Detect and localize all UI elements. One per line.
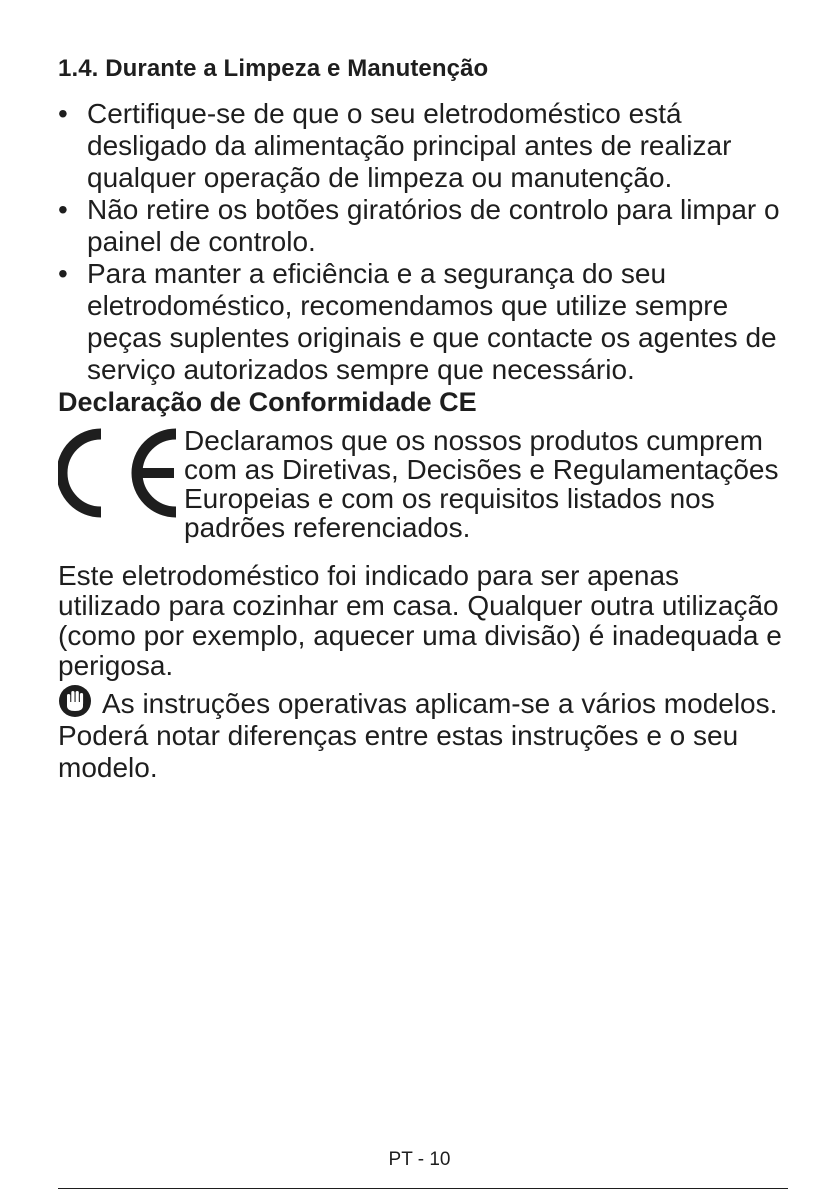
- page-number: PT - 10: [388, 1149, 451, 1170]
- hand-stop-icon: [58, 684, 92, 718]
- bullet-text: Não retire os botões giratórios de controlo para limpar o painel de controlo.: [87, 194, 780, 257]
- operating-note: [58, 684, 788, 784]
- list-item: • Certifique-se de que o seu eletrodoméstico está desligado da alimentação principal antes de realizar qualquer operação de limpeza ou manutenção.: [58, 98, 732, 193]
- bullet-text: Para manter a eficiência e a segurança do seu eletrodoméstico, recomendamos que utilize sempre peças suplentes originais e que contacte os agentes de serviço autorizados sempre que necessário.: [87, 258, 777, 385]
- usage-paragraph: Este eletrodoméstico foi indicado para ser apenas utilizado para cozinhar em casa. Qualquer outra utilização (como por exemplo, aquecer uma divisão) é inadequada e perigosa.: [58, 560, 782, 681]
- conformity-title: Declaração de Conformidade CE: [58, 387, 477, 417]
- ce-mark-icon: [58, 428, 184, 518]
- list-item: • Não retire os botões giratórios de controlo para limpar o painel de controlo.: [58, 194, 780, 257]
- list-item: • Para manter a eficiência e a segurança do seu eletrodoméstico, recomendamos que utilize sempre peças suplentes originais e que contacte os agentes de serviço autorizados sempre que necessário.: [58, 258, 777, 385]
- section-title: 1.4. Durante a Limpeza e Manutenção: [58, 55, 489, 82]
- footer-divider: [58, 1188, 788, 1189]
- conformity-block: [58, 426, 788, 546]
- bullet-list: [58, 98, 788, 386]
- note-text: As instruções operativas aplicam-se a vários modelos. Poderá notar diferenças entre estas instruções e o seu modelo.: [58, 688, 778, 783]
- bullet-text: Certifique-se de que o seu eletrodoméstico está desligado da alimentação principal antes de realizar qualquer operação de limpeza ou manutenção.: [87, 98, 732, 193]
- conformity-text: Declaramos que os nossos produtos cumprem com as Diretivas, Decisões e Regulamentações Europeias e com os requisitos listados nos padrões referenciados.: [184, 425, 779, 543]
